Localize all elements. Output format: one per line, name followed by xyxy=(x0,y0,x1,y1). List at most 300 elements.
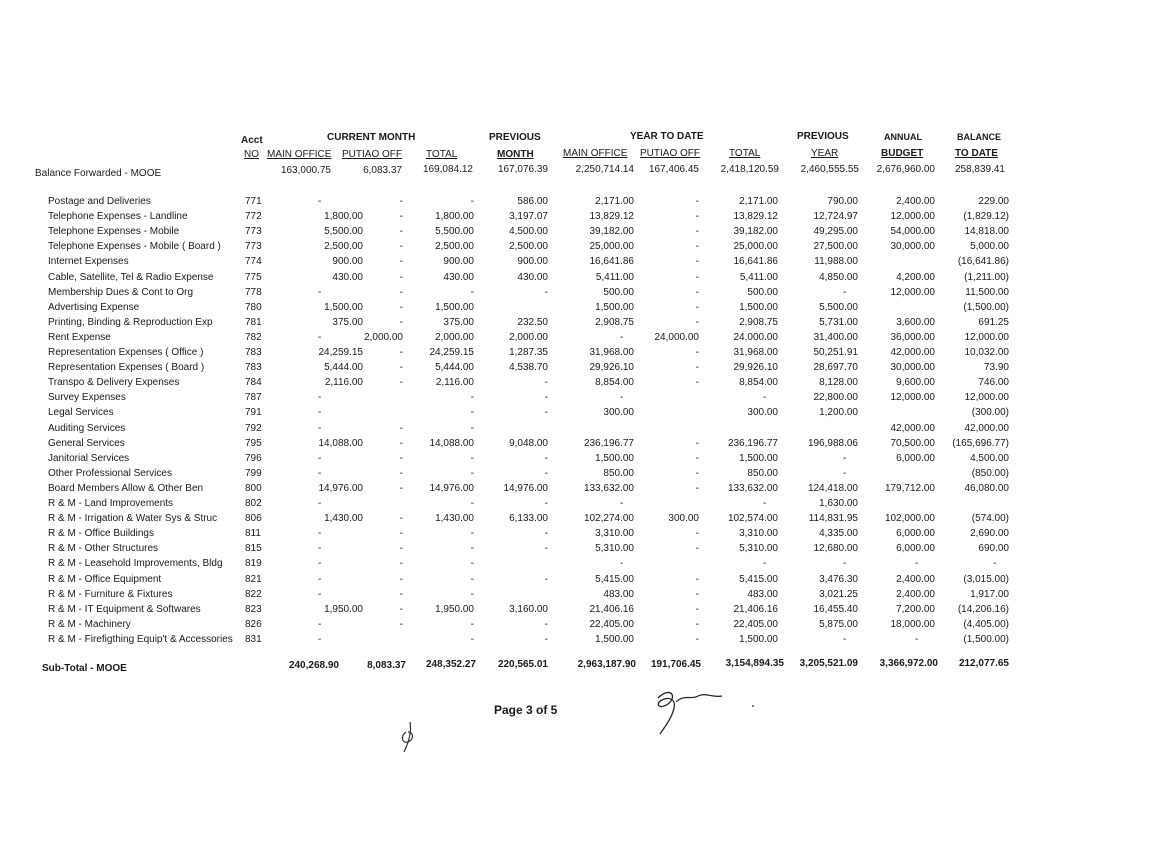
cell-putiao: - xyxy=(399,286,403,298)
cell-balance: 691.25 xyxy=(978,316,1009,328)
cell-budget: 2,400.00 xyxy=(896,573,935,585)
cell-budget: 2,400.00 xyxy=(896,196,935,207)
cell-no: 796 xyxy=(245,452,262,464)
cell-budget: 54,000.00 xyxy=(890,226,935,238)
cell-ytd-main: 13,829.12 xyxy=(589,211,634,223)
cell-budget: 3,600.00 xyxy=(896,316,935,328)
cell-no: 823 xyxy=(245,603,262,615)
cell-ytd-total: 102,574.00 xyxy=(727,513,778,525)
cell-main: 2,116.00 xyxy=(324,377,363,389)
cell-prev: - xyxy=(544,573,548,585)
cell-total: 1,430.00 xyxy=(435,513,474,525)
cell-label: Telephone Expenses - Mobile xyxy=(48,226,180,238)
cell-prev: - xyxy=(544,498,548,509)
cell-balance: (165,696.77) xyxy=(952,437,1009,449)
cell-no: 778 xyxy=(245,286,262,298)
cell-label: R & M - Office Buildings xyxy=(48,528,154,540)
header-budget: BUDGET xyxy=(881,148,924,159)
table-row xyxy=(0,272,1169,286)
cell-prev-year: 5,875.00 xyxy=(819,618,858,630)
cell-ytd-total: 236,196.77 xyxy=(727,437,778,449)
cell-ytd-main: 1,500.00 xyxy=(595,452,634,464)
cell-main: - xyxy=(318,558,322,570)
cell-ytd-putiao: - xyxy=(695,241,699,253)
cell-ytd-main: - xyxy=(620,331,624,343)
cell-main: - xyxy=(318,573,322,585)
subtotal-label: Sub-Total - MOOE xyxy=(42,663,127,674)
subtotal-total: 248,352.27 xyxy=(425,659,476,670)
cell-total: 900.00 xyxy=(443,256,474,268)
cell-main: - xyxy=(318,196,322,207)
subtotal-prev-year: 3,205,521.09 xyxy=(799,658,858,669)
cell-putiao: - xyxy=(399,316,403,328)
cell-main: 14,088.00 xyxy=(318,437,363,449)
cell-ytd-putiao: 300.00 xyxy=(668,513,699,525)
cell-label: Representation Expenses ( Office ) xyxy=(48,347,204,358)
header-to-date: TO DATE xyxy=(955,148,998,159)
cell-label: Board Members Allow & Other Ben xyxy=(48,482,204,494)
cell-main: - xyxy=(318,618,322,630)
cell-ytd-total: 300.00 xyxy=(747,407,778,419)
cell-budget: 42,000.00 xyxy=(890,422,935,434)
cell-prev: 2,500.00 xyxy=(509,241,548,253)
cell-total: 14,088.00 xyxy=(429,437,474,449)
cell-label: Survey Expenses xyxy=(48,392,126,404)
cell-putiao: - xyxy=(399,452,403,464)
cell-main: 1,430.00 xyxy=(324,513,363,525)
cell-prev-year: 28,697.70 xyxy=(813,362,858,374)
cell-putiao: - xyxy=(399,256,403,268)
cell-putiao: - xyxy=(399,271,403,283)
cell-prev: 900.00 xyxy=(517,256,548,268)
cell-budget: 6,000.00 xyxy=(896,452,935,464)
cell-prev: - xyxy=(544,618,548,630)
table-row xyxy=(0,589,1169,603)
cell-main: 1,800.00 xyxy=(324,211,363,223)
bf-total: 169,084.12 xyxy=(422,164,473,175)
cell-balance: (300.00) xyxy=(971,407,1009,419)
cell-total: 2,500.00 xyxy=(435,241,474,253)
cell-ytd-putiao: - xyxy=(695,452,699,464)
cell-main: 5,444.00 xyxy=(324,362,363,374)
cell-balance: (4,405.00) xyxy=(963,618,1009,630)
cell-total: - xyxy=(470,558,474,570)
cell-ytd-total: 25,000.00 xyxy=(733,241,778,253)
bf-prev-year: 2,460,555.55 xyxy=(800,164,859,175)
cell-total: - xyxy=(470,467,474,479)
cell-main: - xyxy=(318,422,322,434)
table-row xyxy=(0,332,1169,346)
table-row xyxy=(0,574,1169,588)
cell-putiao: - xyxy=(399,543,403,555)
table-row xyxy=(0,256,1169,270)
cell-label: Advertising Expense xyxy=(48,301,140,313)
cell-label: Other Professional Services xyxy=(48,467,172,479)
cell-prev-year: 8,128.00 xyxy=(819,377,858,389)
cell-putiao: - xyxy=(399,528,403,540)
cell-ytd-putiao: - xyxy=(695,618,699,630)
cell-prev: 430.00 xyxy=(517,271,548,283)
cell-ytd-total: 29,926.10 xyxy=(733,362,778,374)
cell-no: 792 xyxy=(245,422,262,434)
header-ytd-total: TOTAL xyxy=(729,148,761,159)
cell-ytd-putiao: - xyxy=(695,603,699,615)
cell-prev-year: 31,400.00 xyxy=(813,331,858,343)
cell-no: 783 xyxy=(245,362,262,374)
cell-budget: - xyxy=(915,633,919,645)
bf-ytd-total: 2,418,120.59 xyxy=(720,164,779,175)
page-number: Page 3 of 5 xyxy=(494,703,558,717)
cell-balance: (1,829.12) xyxy=(963,211,1009,223)
cell-prev-year: 49,295.00 xyxy=(813,226,858,238)
cell-no: 815 xyxy=(245,543,262,555)
cell-putiao: - xyxy=(399,196,403,207)
subtotal-balance: 212,077.65 xyxy=(958,658,1009,669)
cell-label: R & M - IT Equipment & Softwares xyxy=(48,603,201,615)
subtotal-budget: 3,366,972.00 xyxy=(879,658,938,669)
cell-balance: (1,500.00) xyxy=(963,301,1009,313)
cell-ytd-main: 5,415.00 xyxy=(595,573,634,585)
table-row xyxy=(0,528,1169,542)
cell-prev: 9,048.00 xyxy=(509,437,548,449)
cell-budget: 9,600.00 xyxy=(896,377,935,389)
cell-label: R & M - Other Structures xyxy=(48,543,159,555)
cell-total: - xyxy=(470,498,474,509)
cell-prev: 3,197.07 xyxy=(509,211,548,223)
cell-balance: 42,000.00 xyxy=(964,422,1009,434)
cell-ytd-putiao: - xyxy=(695,528,699,540)
cell-ytd-total: 13,829.12 xyxy=(733,211,778,223)
cell-total: - xyxy=(470,407,474,419)
cell-putiao: - xyxy=(399,301,403,313)
cell-main: - xyxy=(318,543,322,555)
cell-main: - xyxy=(318,633,322,645)
cell-balance: (14,206.16) xyxy=(957,603,1009,615)
table-row xyxy=(0,392,1169,406)
cell-label: R & M - Land Improvements xyxy=(48,498,174,509)
cell-balance: 1,917.00 xyxy=(970,588,1009,600)
cell-main: - xyxy=(318,392,322,404)
cell-balance: 14,818.00 xyxy=(964,226,1009,238)
header-current-month: CURRENT MONTH xyxy=(327,132,416,143)
cell-total: 1,950.00 xyxy=(435,603,474,615)
cell-ytd-total: 24,000.00 xyxy=(733,331,778,343)
table-row xyxy=(0,619,1169,633)
cell-ytd-putiao: - xyxy=(695,573,699,585)
cell-total: - xyxy=(470,588,474,600)
cell-ytd-putiao: - xyxy=(695,256,699,268)
table-row xyxy=(0,558,1169,572)
cell-no: 783 xyxy=(245,347,262,358)
cell-ytd-total: 5,310.00 xyxy=(739,543,778,555)
cell-ytd-main: 133,632.00 xyxy=(583,482,634,494)
cell-ytd-total: 16,641.86 xyxy=(733,256,778,268)
cell-ytd-main: 21,406.16 xyxy=(589,603,634,615)
cell-label: Transpo & Delivery Expenses xyxy=(48,377,180,389)
cell-main: - xyxy=(318,331,322,343)
cell-prev-year: 22,800.00 xyxy=(813,392,858,404)
cell-ytd-main: 16,641.86 xyxy=(589,256,634,268)
cell-main: - xyxy=(318,467,322,479)
cell-balance: 690.00 xyxy=(978,543,1009,555)
cell-no: 780 xyxy=(245,301,262,313)
cell-total: 2,116.00 xyxy=(435,377,474,389)
cell-ytd-putiao: 24,000.00 xyxy=(654,331,699,343)
cell-total: 14,976.00 xyxy=(429,482,474,494)
cell-budget: 42,000.00 xyxy=(890,347,935,358)
cell-prev: - xyxy=(544,377,548,389)
cell-prev: 4,538.70 xyxy=(509,362,548,374)
cell-prev: 6,133.00 xyxy=(509,513,548,525)
cell-balance: (850.00) xyxy=(971,467,1009,479)
cell-ytd-putiao: - xyxy=(695,362,699,374)
cell-no: 826 xyxy=(245,618,262,630)
cell-label: R & M - Office Equipment xyxy=(48,573,162,585)
cell-label: R & M - Firefigthing Equip't & Accessories xyxy=(48,633,233,645)
cell-ytd-total: 3,310.00 xyxy=(739,528,778,540)
cell-no: 800 xyxy=(245,482,262,494)
cell-ytd-total: - xyxy=(763,392,767,404)
cell-balance: 2,690.00 xyxy=(970,528,1009,540)
cell-balance: 5,000.00 xyxy=(970,241,1009,253)
header-ytd-main-office: MAIN OFFICE xyxy=(563,148,628,159)
cell-total: - xyxy=(470,633,474,645)
cell-label: R & M - Leasehold Improvements, Bldg xyxy=(48,558,223,570)
cell-no: 795 xyxy=(245,437,262,449)
signature xyxy=(640,678,760,738)
table-row xyxy=(0,362,1169,376)
cell-prev-year: 12,680.00 xyxy=(813,543,858,555)
cell-balance: (1,500.00) xyxy=(963,633,1009,645)
cell-total: 1,500.00 xyxy=(435,301,474,313)
cell-label: R & M - Furniture & Fixtures xyxy=(48,588,173,600)
cell-ytd-main: 5,411.00 xyxy=(595,271,634,283)
cell-ytd-main: 39,182.00 xyxy=(589,226,634,238)
bf-ytd-putiao: 167,406.45 xyxy=(648,164,699,175)
cell-prev-year: 114,831.95 xyxy=(808,513,858,525)
header-previous-year: PREVIOUS xyxy=(797,131,849,142)
cell-ytd-total: 39,182.00 xyxy=(733,226,778,238)
table-row xyxy=(0,513,1169,527)
cell-main: 14,976.00 xyxy=(318,482,363,494)
cell-ytd-main: 25,000.00 xyxy=(589,241,634,253)
cell-main: - xyxy=(318,407,322,419)
table-row xyxy=(0,604,1169,618)
cell-no: 784 xyxy=(245,377,262,389)
cell-ytd-total: 8,854.00 xyxy=(739,377,778,389)
cell-putiao: - xyxy=(399,482,403,494)
cell-prev-year: 3,476.30 xyxy=(819,573,858,585)
cell-budget: 102,000.00 xyxy=(884,513,935,525)
table-row xyxy=(0,241,1169,255)
cell-prev: 2,000.00 xyxy=(509,331,548,343)
subtotal-putiao: 8,083.37 xyxy=(367,660,406,671)
cell-prev-year: 27,500.00 xyxy=(813,241,858,253)
cell-putiao: 2,000.00 xyxy=(364,331,403,343)
cell-ytd-putiao: - xyxy=(695,226,699,238)
cell-prev-year: 196,988.06 xyxy=(807,437,858,449)
bf-balance: 258,839.41 xyxy=(954,164,1005,175)
cell-budget: 6,000.00 xyxy=(896,528,935,540)
cell-no: 774 xyxy=(245,256,262,268)
cell-ytd-main: 22,405.00 xyxy=(589,618,634,630)
cell-balance: (574.00) xyxy=(971,513,1009,525)
cell-prev-year: - xyxy=(843,558,847,570)
cell-no: 819 xyxy=(245,558,262,570)
cell-total: - xyxy=(470,196,474,207)
cell-ytd-total: 21,406.16 xyxy=(733,603,778,615)
cell-prev-year: 1,200.00 xyxy=(819,407,858,419)
initial-mark xyxy=(396,718,426,754)
cell-total: - xyxy=(470,392,474,404)
cell-no: 772 xyxy=(245,211,262,223)
cell-label: Telephone Expenses - Mobile ( Board ) xyxy=(48,241,221,253)
table-row xyxy=(0,543,1169,557)
cell-ytd-main: - xyxy=(620,498,624,509)
cell-budget: 70,500.00 xyxy=(890,437,935,449)
bf-prev-month: 167,076.39 xyxy=(497,164,548,175)
cell-ytd-total: 850.00 xyxy=(747,467,778,479)
cell-no: 791 xyxy=(245,407,262,419)
cell-ytd-total: 2,908.75 xyxy=(739,316,778,328)
cell-label: General Services xyxy=(48,437,125,449)
cell-total: 2,000.00 xyxy=(435,331,474,343)
cell-prev-year: 4,335.00 xyxy=(819,528,858,540)
cell-no: 806 xyxy=(245,513,262,525)
cell-ytd-total: 2,171.00 xyxy=(739,196,778,207)
table-row xyxy=(0,302,1169,316)
cell-putiao: - xyxy=(399,362,403,374)
cell-main: 430.00 xyxy=(332,271,363,283)
cell-total: - xyxy=(470,573,474,585)
cell-prev-year: 12,724.97 xyxy=(813,211,858,223)
cell-prev-year: 5,500.00 xyxy=(819,301,858,313)
cell-ytd-main: 300.00 xyxy=(603,407,634,419)
cell-ytd-putiao: - xyxy=(695,271,699,283)
table-row xyxy=(0,453,1169,467)
cell-prev: 14,976.00 xyxy=(503,482,548,494)
cell-no: 782 xyxy=(245,331,262,343)
cell-putiao: - xyxy=(399,347,403,358)
cell-budget: 7,200.00 xyxy=(896,603,935,615)
cell-label: Telephone Expenses - Landline xyxy=(48,211,188,223)
cell-total: 24,259.15 xyxy=(429,347,474,358)
header-annual: ANNUAL xyxy=(884,132,922,142)
cell-ytd-main: 500.00 xyxy=(603,286,634,298)
cell-main: - xyxy=(318,286,322,298)
cell-main: 375.00 xyxy=(332,316,363,328)
cell-budget: 179,712.00 xyxy=(884,482,935,494)
cell-ytd-putiao: - xyxy=(695,543,699,555)
cell-budget: 30,000.00 xyxy=(890,241,935,253)
cell-prev: - xyxy=(544,286,548,298)
cell-balance: - xyxy=(993,558,997,570)
header-previous-month: PREVIOUS xyxy=(489,132,541,143)
table-row xyxy=(0,407,1169,421)
cell-ytd-putiao: - xyxy=(695,211,699,223)
cell-balance: 229.00 xyxy=(978,196,1009,207)
cell-no: 787 xyxy=(245,392,262,404)
cell-putiao: - xyxy=(399,618,403,630)
cell-prev: 1,287.35 xyxy=(509,347,548,358)
cell-main: 1,500.00 xyxy=(324,301,363,313)
cell-ytd-main: 31,968.00 xyxy=(589,347,634,358)
cell-balance: 4,500.00 xyxy=(970,452,1009,464)
cell-no: 831 xyxy=(245,633,262,645)
cell-budget: 6,000.00 xyxy=(896,543,935,555)
cell-putiao: - xyxy=(399,241,403,253)
bf-main: 163,000.75 xyxy=(280,165,331,176)
cell-putiao: - xyxy=(399,226,403,238)
table-row xyxy=(0,226,1169,240)
table-row xyxy=(0,498,1169,512)
cell-balance: 12,000.00 xyxy=(964,331,1009,343)
table-row xyxy=(0,377,1169,391)
cell-budget: 2,400.00 xyxy=(896,588,935,600)
cell-prev: - xyxy=(544,392,548,404)
cell-label: Legal Services xyxy=(48,407,114,419)
cell-prev-year: - xyxy=(843,467,847,479)
header-balance: BALANCE xyxy=(957,132,1001,142)
cell-prev-year: 1,630.00 xyxy=(819,498,858,509)
cell-no: 773 xyxy=(245,241,262,253)
cell-ytd-main: 1,500.00 xyxy=(595,301,634,313)
cell-ytd-putiao: - xyxy=(695,196,699,207)
table-row xyxy=(0,438,1169,452)
cell-main: 2,500.00 xyxy=(324,241,363,253)
cell-ytd-main: 2,171.00 xyxy=(595,196,634,207)
cell-total: - xyxy=(470,618,474,630)
cell-budget: 30,000.00 xyxy=(890,362,935,374)
cell-prev: - xyxy=(544,467,548,479)
cell-ytd-putiao: - xyxy=(695,347,699,358)
cell-label: Rent Expense xyxy=(48,331,111,343)
cell-budget: 36,000.00 xyxy=(890,331,935,343)
cell-ytd-total: 1,500.00 xyxy=(739,633,778,645)
balance-forwarded-label: Balance Forwarded - MOOE xyxy=(35,168,162,179)
cell-label: Representation Expenses ( Board ) xyxy=(48,362,205,374)
cell-prev: 232.50 xyxy=(517,316,548,328)
cell-ytd-main: 102,274.00 xyxy=(583,513,634,525)
cell-ytd-main: 8,854.00 xyxy=(595,377,634,389)
cell-no: 799 xyxy=(245,467,262,479)
cell-label: Membership Dues & Cont to Org xyxy=(48,286,194,298)
cell-budget: 12,000.00 xyxy=(890,392,935,404)
cell-total: 5,500.00 xyxy=(435,226,474,238)
cell-ytd-putiao: - xyxy=(695,301,699,313)
cell-balance: (3,015.00) xyxy=(963,573,1009,585)
cell-putiao: - xyxy=(399,558,403,570)
bf-budget: 2,676,960.00 xyxy=(876,164,935,175)
cell-ytd-total: 1,500.00 xyxy=(739,452,778,464)
cell-no: 822 xyxy=(245,588,262,600)
cell-budget: 4,200.00 xyxy=(896,271,935,283)
header-total: TOTAL xyxy=(426,149,458,160)
cell-ytd-putiao: - xyxy=(695,633,699,645)
subtotal-main: 240,268.90 xyxy=(288,660,339,671)
cell-ytd-total: 31,968.00 xyxy=(733,347,778,358)
cell-ytd-main: 236,196.77 xyxy=(583,437,634,449)
cell-ytd-main: - xyxy=(620,392,624,404)
cell-budget: 18,000.00 xyxy=(890,618,935,630)
subtotal-ytd-putiao: 191,706.45 xyxy=(650,659,701,670)
cell-ytd-putiao: - xyxy=(695,482,699,494)
cell-balance: 12,000.00 xyxy=(964,392,1009,404)
cell-prev-year: 4,850.00 xyxy=(819,271,858,283)
cell-putiao: - xyxy=(399,603,403,615)
table-row xyxy=(0,483,1169,497)
header-putiao-off: PUTIAO OFF xyxy=(342,149,402,160)
